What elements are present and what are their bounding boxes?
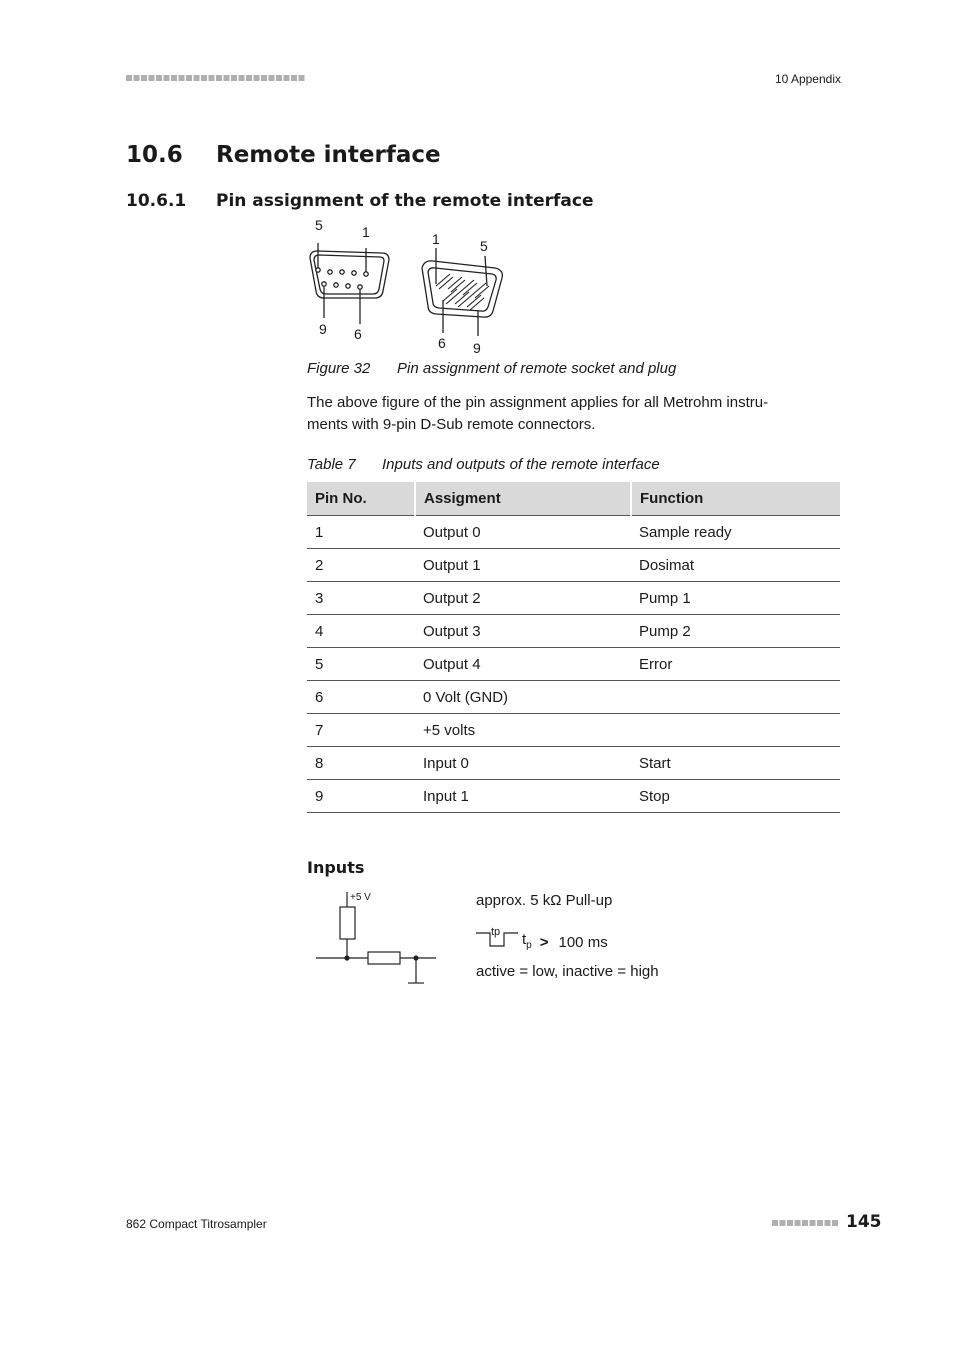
function-cell: Error <box>631 648 840 681</box>
assignment-cell: 0 Volt (GND) <box>415 681 631 714</box>
assignment-cell: Output 3 <box>415 615 631 648</box>
table-row <box>307 615 840 648</box>
pin-cell: 7 <box>307 714 415 747</box>
pullup-spec: approx. 5 kΩ Pull-up <box>476 892 613 909</box>
pin-cell: 2 <box>307 549 415 582</box>
table-caption-label: Table 7 <box>307 456 356 473</box>
pin-cell: 4 <box>307 615 415 648</box>
pulse-duration: 100 ms <box>558 934 608 951</box>
paragraph-line-2: ments with 9-pin D-Sub remote connectors. <box>307 416 596 433</box>
assignment-cell: +5 volts <box>415 714 631 747</box>
function-cell: Sample ready <box>631 516 840 549</box>
inputs-heading: Inputs <box>307 858 365 877</box>
remote-plug <box>422 248 502 336</box>
pin-assignment-figure <box>300 218 520 356</box>
pin-cell: 5 <box>307 648 415 681</box>
footer-product: 862 Compact Titrosampler <box>126 1217 267 1231</box>
header-chapter: 10 Appendix <box>774 72 841 86</box>
figure-caption-label: Figure 32 <box>307 360 371 377</box>
plug-label-bottom-right: 9 <box>473 340 481 356</box>
table-caption <box>307 456 660 473</box>
function-cell: Pump 1 <box>631 582 840 615</box>
socket-label-top-left: 5 <box>315 218 323 233</box>
pin-cell: 1 <box>307 516 415 549</box>
section-number: 10.6 <box>126 142 183 168</box>
function-cell: Start <box>631 747 840 780</box>
pin-cell: 8 <box>307 747 415 780</box>
table-row <box>307 549 840 582</box>
plug-label-top-left: 1 <box>432 231 440 247</box>
pin-cell: 9 <box>307 780 415 813</box>
table-row <box>307 747 840 780</box>
assignment-cell: Output 1 <box>415 549 631 582</box>
section-heading <box>126 142 441 168</box>
table-row <box>307 648 840 681</box>
table-row <box>307 681 840 714</box>
function-cell <box>631 681 840 714</box>
tp-subscript: p <box>526 940 532 951</box>
circuit-voltage-label: +5 V <box>350 892 371 903</box>
assignment-cell: Output 4 <box>415 648 631 681</box>
figure-caption <box>307 360 676 377</box>
tp-symbol <box>522 931 532 951</box>
paragraph-line-1: The above figure of the pin assignment applies for all Metrohm instru- <box>307 394 769 411</box>
header-decoration <box>126 74 306 82</box>
pulse-waveform-icon <box>476 925 520 951</box>
figure-caption-text: Pin assignment of remote socket and plug <box>397 360 677 377</box>
page-number: 145 <box>846 1212 882 1232</box>
assignment-cell: Input 1 <box>415 780 631 813</box>
subsection-number: 10.6.1 <box>126 191 187 211</box>
pulse-width-label: tp <box>491 926 501 938</box>
socket-label-bottom-left: 9 <box>319 321 327 337</box>
logic-spec: active = low, inactive = high <box>476 963 659 980</box>
remote-socket <box>310 243 389 324</box>
header-function: Function <box>631 482 840 516</box>
table-row <box>307 516 840 549</box>
table-row <box>307 780 840 813</box>
subsection-heading <box>126 191 594 211</box>
plug-label-bottom-left: 6 <box>438 335 446 351</box>
assignment-cell: Output 2 <box>415 582 631 615</box>
plug-label-top-right: 5 <box>480 238 488 254</box>
remote-interface-table <box>307 482 840 813</box>
table-row <box>307 582 840 615</box>
table-caption-text: Inputs and outputs of the remote interface <box>382 456 660 473</box>
assignment-cell: Input 0 <box>415 747 631 780</box>
input-circuit-diagram <box>310 885 440 990</box>
greater-than-sign: > <box>539 934 549 951</box>
function-cell: Dosimat <box>631 549 840 582</box>
socket-label-bottom-right: 6 <box>354 326 362 342</box>
pin-cell: 6 <box>307 681 415 714</box>
header-assignment: Assigment <box>415 482 631 516</box>
tp-letter: t <box>522 931 527 948</box>
function-cell <box>631 714 840 747</box>
table-header-row <box>307 482 840 516</box>
footer-decoration <box>772 1219 840 1227</box>
subsection-title: Pin assignment of the remote interface <box>216 191 594 211</box>
pulse-spec <box>476 925 608 951</box>
function-cell: Pump 2 <box>631 615 840 648</box>
section-title: Remote interface <box>216 142 441 168</box>
pin-cell: 3 <box>307 582 415 615</box>
assignment-cell: Output 0 <box>415 516 631 549</box>
body-paragraph <box>307 392 840 436</box>
function-cell: Stop <box>631 780 840 813</box>
table-row <box>307 714 840 747</box>
header-pin-no: Pin No. <box>307 482 415 516</box>
socket-label-top-right: 1 <box>362 224 370 240</box>
